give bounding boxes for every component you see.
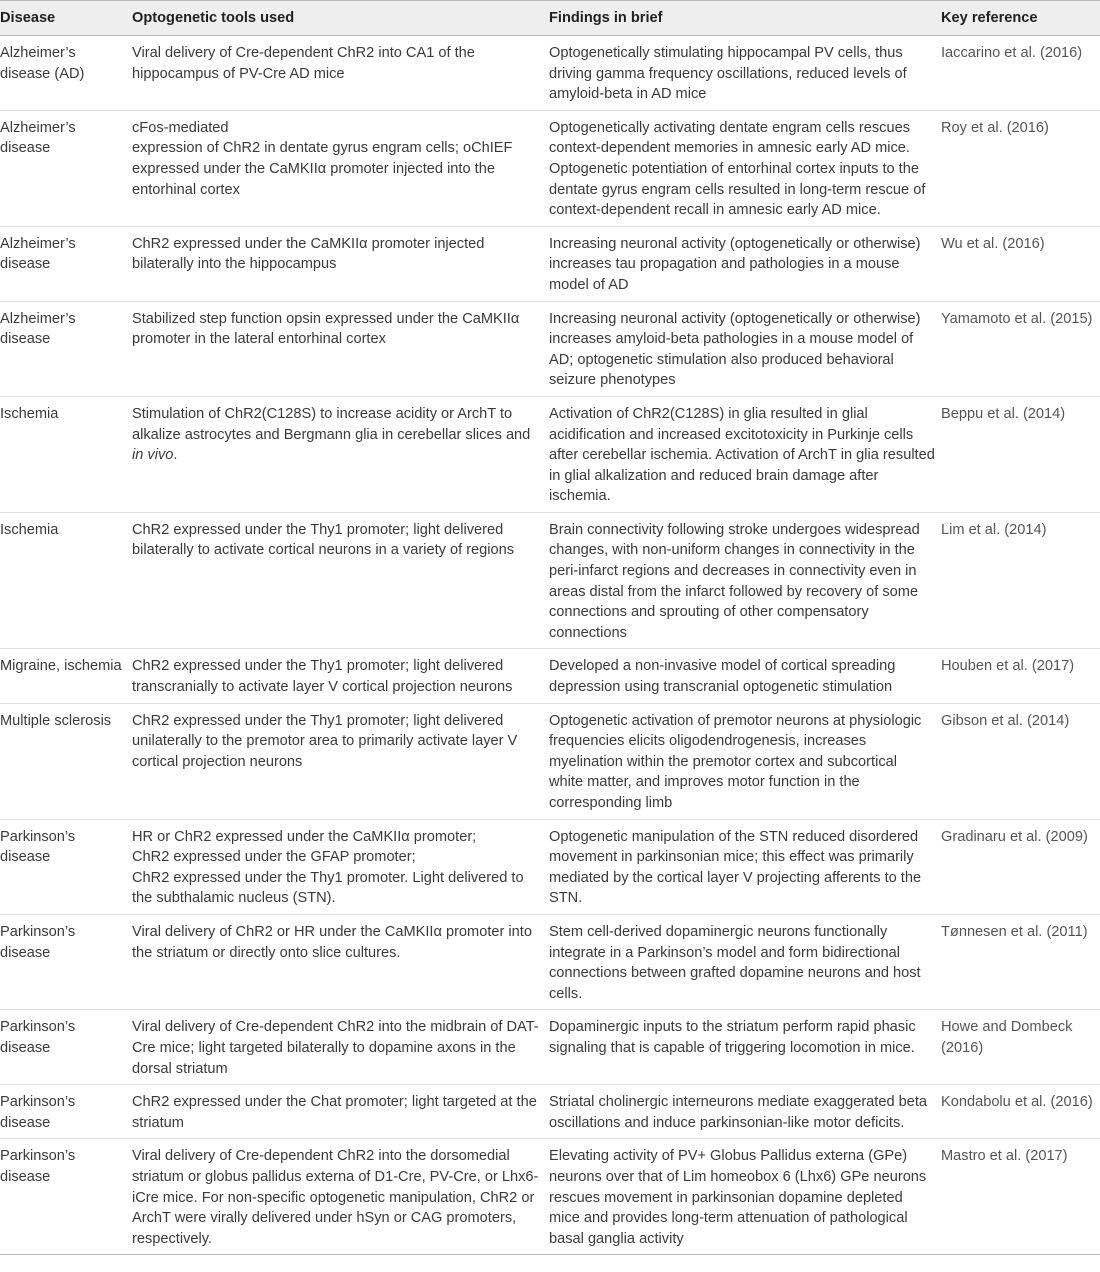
cell-tools-line-1: HR or ChR2 expressed under the CaMKIIα promoter; — [132, 828, 477, 845]
cell-disease: Multiple sclerosis — [0, 703, 132, 819]
cell-reference: Yamamoto et al. (2015) — [941, 301, 1100, 396]
cell-findings: Increasing neuronal activity (optogenetically or otherwise) increases amyloid-beta pathologies in a mouse model of AD; optogenetic stimulation also produced behavioral seizure phenotypes — [549, 301, 941, 396]
cell-tools-rest: expression of ChR2 in dentate gyrus engram cells; oChIEF expressed under the CaMKIIα promoter injected into the entorhinal cortex — [132, 140, 513, 198]
table-row — [0, 512, 1100, 649]
cell-disease: Parkinson’s disease — [0, 1139, 132, 1255]
cell-tools-text: Stimulation of ChR2(C128S) to increase acidity or ArchT to alkalize astrocytes and Bergmann glia in cerebellar slices and — [132, 405, 531, 443]
header-findings: Findings in brief — [549, 1, 941, 36]
cell-disease: Alzheimer’s disease — [0, 110, 132, 226]
cell-tools: ChR2 expressed under the Thy1 promoter; light delivered transcranially to activate layer V cortical projection neurons — [132, 649, 549, 703]
cell-reference: Lim et al. (2014) — [941, 512, 1100, 649]
cell-findings: Stem cell-derived dopaminergic neurons functionally integrate in a Parkinson’s model and form bidirectional connections between grafted dopamine neurons and host cells. — [549, 914, 941, 1009]
cell-tools: Viral delivery of Cre-dependent ChR2 into the midbrain of DAT-Cre mice; light targeted bilaterally to dopamine axons in the dorsal striatum — [132, 1010, 549, 1085]
table-body — [0, 36, 1100, 1255]
cell-disease: Parkinson’s disease — [0, 914, 132, 1009]
table-row — [0, 226, 1100, 301]
cell-tools: Viral delivery of Cre-dependent ChR2 into the dorsomedial striatum or globus pallidus externa of D1-Cre, PV-Cre, or Lhx6-iCre mice. For non-specific optogenetic manipulation, ChR2 or ArchT were virally delivered under hSyn or CAG promoters, respectively. — [132, 1139, 549, 1255]
cell-reference: Roy et al. (2016) — [941, 110, 1100, 226]
cell-reference: Beppu et al. (2014) — [941, 396, 1100, 512]
cell-reference: Tønnesen et al. (2011) — [941, 914, 1100, 1009]
cell-tools: Viral delivery of Cre-dependent ChR2 into CA1 of the hippocampus of PV-Cre AD mice — [132, 36, 549, 111]
cell-disease: Ischemia — [0, 396, 132, 512]
table-row — [0, 1085, 1100, 1139]
cell-reference: Howe and Dombeck (2016) — [941, 1010, 1100, 1085]
cell-tools: Viral delivery of ChR2 or HR under the CaMKIIα promoter into the striatum or directly onto slice cultures. — [132, 914, 549, 1009]
table-row — [0, 703, 1100, 819]
table-header — [0, 1, 1100, 36]
cell-tools: ChR2 expressed under the CaMKIIα promoter injected bilaterally into the hippocampus — [132, 226, 549, 301]
cell-reference: Kondabolu et al. (2016) — [941, 1085, 1100, 1139]
table-row — [0, 1139, 1100, 1255]
header-disease: Disease — [0, 1, 132, 36]
cell-findings: Dopaminergic inputs to the striatum perform rapid phasic signaling that is capable of triggering locomotion in mice. — [549, 1010, 941, 1085]
cell-tools-end: . — [173, 447, 178, 464]
cell-tools: ChR2 expressed under the Chat promoter; light targeted at the striatum — [132, 1085, 549, 1139]
cell-tools-italic: in vivo — [132, 447, 174, 464]
cell-findings: Optogenetic manipulation of the STN reduced disordered movement in parkinsonian mice; this effect was primarily mediated by the cortical layer V projecting afferents to the STN. — [549, 819, 941, 914]
header-tools: Optogenetic tools used — [132, 1, 549, 36]
table-row — [0, 396, 1100, 512]
cell-findings: Striatal cholinergic interneurons mediate exaggerated beta oscillations and induce parkinsonian-like motor deficits. — [549, 1085, 941, 1139]
header-row — [0, 1, 1100, 36]
cell-tools: ChR2 expressed under the Thy1 promoter; light delivered bilaterally to activate cortical neurons in a variety of regions — [132, 512, 549, 649]
cell-disease: Parkinson’s disease — [0, 819, 132, 914]
table-row — [0, 1010, 1100, 1085]
cell-reference: Wu et al. (2016) — [941, 226, 1100, 301]
cell-findings: Elevating activity of PV+ Globus Pallidus externa (GPe) neurons over that of Lim homeobox 6 (Lhx6) GPe neurons rescues movement in parkinsonian dopamine depleted mice and provides long-term attenuation of pathological basal ganglia activity — [549, 1139, 941, 1255]
cell-tools-line-2: ChR2 expressed under the GFAP promoter; — [132, 849, 416, 866]
cell-reference: Iaccarino et al. (2016) — [941, 36, 1100, 111]
cell-findings: Optogenetic activation of premotor neurons at physiologic frequencies elicits oligodendrogenesis, increases myelination within the premotor cortex and subcortical white matter, and improves motor function in the corresponding limb — [549, 703, 941, 819]
table-row — [0, 110, 1100, 226]
cell-reference: Gradinaru et al. (2009) — [941, 819, 1100, 914]
cell-disease: Migraine, ischemia — [0, 649, 132, 703]
cell-findings: Increasing neuronal activity (optogenetically or otherwise) increases tau propagation and pathologies in a mouse model of AD — [549, 226, 941, 301]
cell-tools: Stabilized step function opsin expressed under the CaMKIIα promoter in the lateral entorhinal cortex — [132, 301, 549, 396]
cell-findings: Optogenetically activating dentate engram cells rescues context-dependent memories in amnesic early AD mice. Optogenetic potentiation of entorhinal cortex inputs to the dentate gyrus engram cells resulted in long-term rescue of context-dependent recall in amnesic early AD mice. — [549, 110, 941, 226]
table-row — [0, 819, 1100, 914]
cell-findings: Developed a non-invasive model of cortical spreading depression using transcranial optogenetic stimulation — [549, 649, 941, 703]
cell-tools — [132, 396, 549, 512]
table-row — [0, 649, 1100, 703]
cell-disease: Alzheimer’s disease — [0, 226, 132, 301]
cell-tools — [132, 110, 549, 226]
table-row — [0, 914, 1100, 1009]
cell-disease: Parkinson’s disease — [0, 1010, 132, 1085]
table-row — [0, 301, 1100, 396]
cell-findings: Brain connectivity following stroke undergoes widespread changes, with non-uniform changes in connectivity in the peri-infarct regions and decreases in connectivity even in areas distal from the infarct followed by recovery of some connections and sprouting of other compensatory connections — [549, 512, 941, 649]
cell-tools — [132, 819, 549, 914]
cell-findings: Activation of ChR2(C128S) in glia resulted in glial acidification and increased excitotoxicity in Purkinje cells after cerebellar ischemia. Activation of ArchT in glia resulted in glial alkalization and reduced brain damage after ischemia. — [549, 396, 941, 512]
cell-disease: Ischemia — [0, 512, 132, 649]
cell-disease: Alzheimer’s disease (AD) — [0, 36, 132, 111]
cell-findings: Optogenetically stimulating hippocampal PV cells, thus driving gamma frequency oscillations, reduced levels of amyloid-beta in AD mice — [549, 36, 941, 111]
cell-tools-line-3: ChR2 expressed under the Thy1 promoter. Light delivered to the subthalamic nucleus (STN). — [132, 869, 524, 907]
cell-disease: Parkinson’s disease — [0, 1085, 132, 1139]
cell-reference: Mastro et al. (2017) — [941, 1139, 1100, 1255]
table-row — [0, 36, 1100, 111]
cell-reference: Houben et al. (2017) — [941, 649, 1100, 703]
header-reference: Key reference — [941, 1, 1100, 36]
cell-tools: ChR2 expressed under the Thy1 promoter; light delivered unilaterally to the premotor area to primarily activate layer V cortical projection neurons — [132, 703, 549, 819]
cell-reference: Gibson et al. (2014) — [941, 703, 1100, 819]
cell-disease: Alzheimer’s disease — [0, 301, 132, 396]
cell-tools-lead: cFos-mediated — [132, 119, 229, 136]
